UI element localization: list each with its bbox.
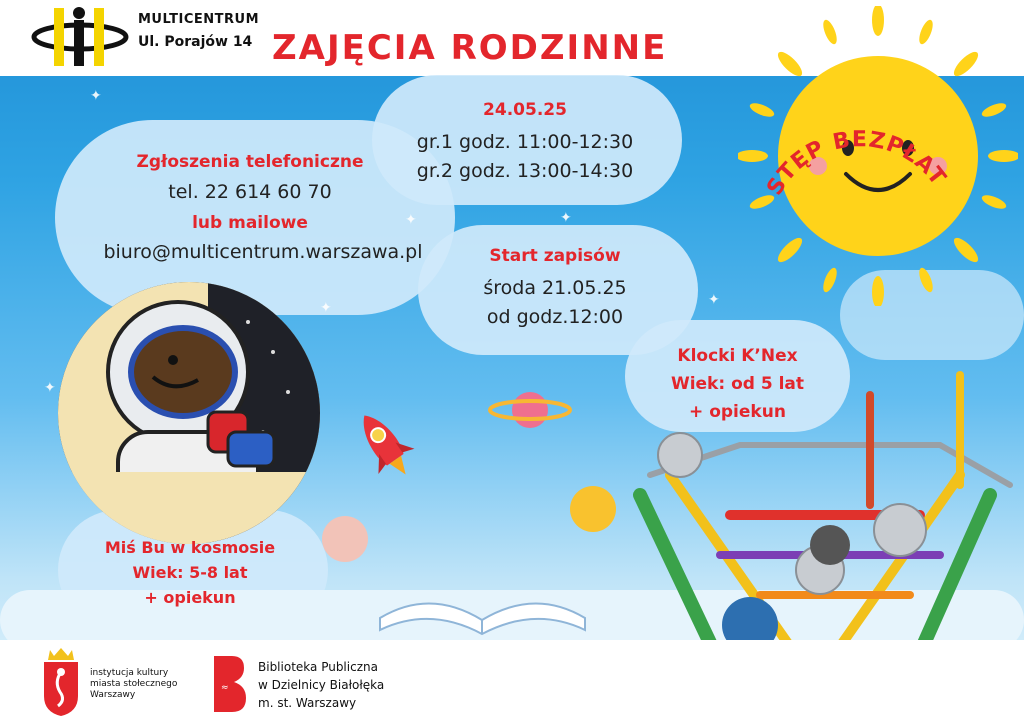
org-address: Ul. Porajów 14	[138, 34, 253, 50]
misbu-age: Wiek: 5-8 lat	[132, 563, 248, 582]
star-icon: ✦	[320, 300, 332, 316]
registration-time: od godz.12:00	[486, 306, 624, 328]
warsaw-coat-of-arms-icon	[40, 646, 82, 718]
ringed-planet-icon	[485, 385, 575, 435]
library-name-line2: w Dzielnicy Białołęka	[258, 678, 385, 692]
library-name-line3: m. st. Warszawy	[258, 696, 357, 710]
phone-heading: Zgłoszenia telefoniczne	[136, 152, 364, 172]
rocket-icon	[345, 405, 425, 485]
page-title: ZAJĘCIA RODZINNE	[272, 28, 668, 68]
multicentrum-logo-icon	[30, 6, 130, 68]
knex-age: Wiek: od 5 lat	[670, 374, 805, 394]
misbu-title: Miś Bu w kosmosie	[104, 538, 276, 557]
registration-heading: Start zapisów	[489, 246, 621, 266]
star-icon: ✦	[90, 88, 102, 104]
misbu-guardian: + opiekun	[144, 588, 236, 607]
library-name-line1: Biblioteka Publiczna	[258, 660, 378, 674]
phone-number: tel. 22 614 60 70	[168, 181, 332, 203]
org-name: MULTICENTRUM	[138, 12, 260, 27]
mail-heading: lub mailowe	[192, 213, 308, 233]
star-icon: ✦	[405, 212, 417, 228]
star-icon: ✦	[560, 210, 572, 226]
knex-title: Klocki K’Nex	[677, 346, 798, 366]
star-icon: ✦	[708, 292, 720, 308]
warsaw-institution-text: instytucja kultury miasta stołecznego Warszawy	[90, 668, 178, 700]
group1-time: gr.1 godz. 11:00-12:30	[416, 131, 634, 153]
group2-time: gr.2 godz. 13:00-14:30	[416, 160, 634, 182]
svg-text:WSTĘP BEZPŁATNY: STĘP BEZPŁAT	[762, 127, 951, 200]
star-icon: ✦	[44, 380, 56, 396]
event-date: 24.05.25	[483, 100, 567, 120]
astronaut-bear-illustration	[58, 282, 320, 544]
email-address: biuro@multicentrum.warszawa.pl	[103, 241, 423, 263]
pink-planet-icon	[322, 516, 368, 562]
free-entry-badge	[760, 55, 960, 215]
svg-text:≈: ≈	[221, 683, 229, 693]
open-book-icon	[375, 558, 590, 638]
knex-guardian: + opiekun	[689, 402, 786, 422]
registration-day: środa 21.05.25	[483, 277, 627, 299]
library-logo-icon	[212, 654, 246, 714]
